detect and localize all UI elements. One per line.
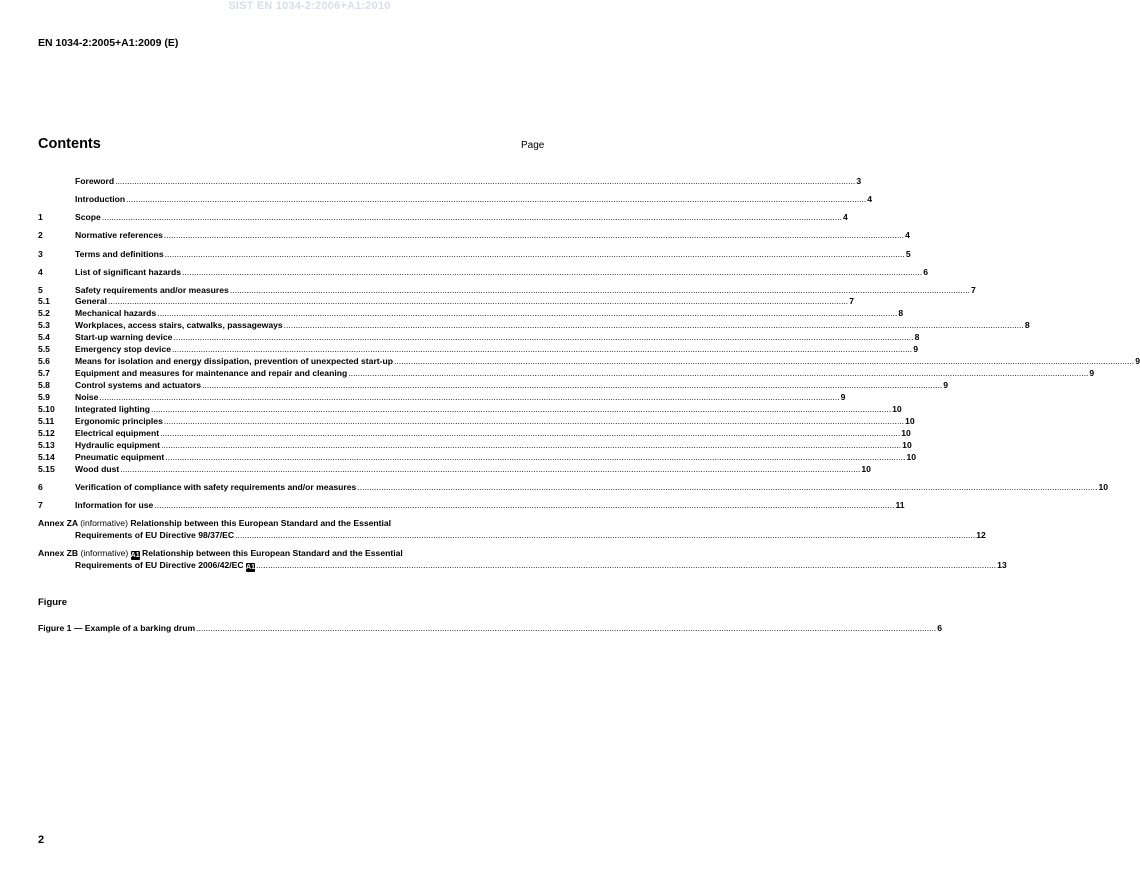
toc-entry-integrated-lighting[interactable] (38, 403, 902, 415)
toc-entry-page: 7 (970, 285, 976, 295)
dot-leader (202, 379, 942, 391)
toc-figure-1[interactable] (38, 622, 943, 634)
toc-entry-title: Terms and definitions (75, 249, 164, 259)
toc-entry-page: 4 (867, 194, 873, 204)
toc-entry-page: 13 (997, 560, 1007, 570)
toc-entry-page: 4 (842, 212, 848, 222)
toc-entry-page: 9 (913, 344, 918, 354)
dot-leader (99, 391, 839, 403)
toc-entry-noise[interactable] (38, 391, 846, 403)
toc-entry-page: 10 (906, 452, 917, 462)
toc-entry-title: Emergency stop device (75, 344, 172, 354)
toc-entry-number: 1 (38, 212, 43, 222)
dot-leader (108, 295, 848, 307)
toc-entry-title: Means for isolation and energy dissipation, prevention of unexpected start-up (75, 356, 394, 366)
annex-type: (informative) (80, 518, 128, 528)
toc-entry-hydraulic-equipment[interactable] (38, 439, 912, 451)
toc-entry-page: 8 (1024, 320, 1030, 330)
toc-entry-start-up-warning-device[interactable] (38, 331, 920, 343)
page-column-label: Page (521, 140, 545, 151)
annex-title-line1: Relationship between this European Standard and the Essential (142, 548, 403, 558)
toc-entry-number: 5.12 (38, 428, 55, 438)
toc-entry-scope[interactable] (38, 211, 848, 223)
toc-entry-page: 9 (1089, 368, 1095, 378)
toc-entry-title: Information for use (75, 500, 154, 510)
toc-entry-mechanical-hazards[interactable] (38, 307, 904, 319)
toc-entry-introduction[interactable] (38, 193, 873, 205)
contents-title: Contents (38, 136, 101, 152)
toc-entry-page: 10 (1098, 482, 1109, 492)
dot-leader (235, 529, 975, 541)
toc-entry-number: 4 (38, 267, 43, 277)
figure-page: 6 (937, 623, 943, 633)
annex-type: (informative) (80, 548, 129, 558)
dot-leader (164, 415, 904, 427)
toc-entry-page: 6 (923, 267, 928, 277)
dot-leader (165, 248, 905, 260)
toc-entry-number: 7 (38, 500, 43, 510)
toc-entry-title: Verification of compliance with safety requirements and/or measures (75, 482, 357, 492)
toc-entry-page: 9 (840, 392, 846, 402)
dot-leader (102, 211, 842, 223)
dot-leader (196, 622, 936, 634)
toc-entry-number: 2 (38, 230, 43, 240)
toc-entry-means-for-isolation[interactable] (38, 355, 1140, 367)
dot-leader (256, 559, 996, 571)
annex-title-line2 (38, 559, 255, 572)
toc-entry-number: 5.6 (38, 356, 50, 366)
toc-entry-title: List of significant hazards (75, 267, 182, 277)
toc-entry-number: 5.9 (38, 392, 50, 402)
toc-entry-page: 11 (895, 500, 905, 510)
figure-section-heading: Figure (38, 597, 68, 608)
amendment-start-marker-icon: A1 (130, 552, 140, 559)
dot-leader (115, 175, 855, 187)
toc-entry-title: Hydraulic equipment (75, 440, 160, 450)
dot-leader (394, 355, 1134, 367)
toc-entry-page: 5 (905, 249, 911, 259)
dot-leader (348, 367, 1088, 379)
toc-entry-page: 10 (901, 428, 911, 438)
toc-entry-number: 5.3 (38, 320, 50, 330)
toc-entry-title: Equipment and measures for maintenance and repair and cleaning (75, 368, 348, 378)
dot-leader (160, 427, 900, 439)
toc-entry-number: 5.11 (38, 416, 55, 426)
toc-entry-page: 4 (905, 230, 910, 240)
toc-entry-number: 5.14 (38, 452, 55, 462)
toc-entry-title: Scope (75, 212, 101, 222)
toc-entry-title: Integrated lighting (75, 404, 150, 414)
toc-entry-title: Workplaces, access stairs, catwalks, passageways (75, 320, 283, 330)
toc-entry-page: 3 (856, 176, 862, 186)
annex-label: Annex ZB (38, 548, 79, 558)
toc-entry-page: 7 (849, 296, 854, 306)
toc-entry-title: Wood dust (75, 464, 120, 474)
annex-title-line1: Relationship between this European Standard and the Essential (130, 518, 392, 528)
annex-title-line2: Requirements of EU Directive 98/37/EC (75, 530, 235, 540)
document-id: EN 1034-2:2005+A1:2009 (E) (38, 37, 179, 49)
figure-title: Figure 1 — Example of a barking drum (38, 623, 196, 633)
toc-entry-normative-references[interactable] (38, 229, 910, 241)
amendment-end-marker-icon: A1 (246, 564, 255, 571)
toc-entry-emergency-stop-device[interactable] (38, 343, 918, 355)
toc-annex-za-continuation[interactable] (38, 529, 986, 541)
toc-entry-title: Noise (75, 392, 99, 402)
dot-leader (126, 193, 866, 205)
annex-title-line2-text: Requirements of EU Directive 2006/42/EC (75, 560, 244, 570)
toc-entry-number: 5.13 (38, 440, 55, 450)
toc-entry-number: 5.7 (38, 368, 50, 378)
toc-entry-page: 9 (943, 380, 949, 390)
toc-entry-title: Foreword (75, 176, 115, 186)
page-number: 2 (38, 834, 45, 846)
dot-leader (357, 481, 1097, 493)
watermark: SIST EN 1034-2:2006+A1:2010 (228, 0, 391, 12)
toc-annex-za-heading[interactable] (38, 517, 391, 529)
toc-entry-title: Electrical equipment (75, 428, 160, 438)
toc-entry-page: 10 (902, 440, 912, 450)
toc-entry-wood-dust[interactable] (38, 463, 871, 475)
toc-entry-number: 3 (38, 249, 43, 259)
dot-leader (172, 343, 912, 355)
toc-entry-page: 9 (1135, 356, 1140, 366)
toc-entry-number: 5.4 (38, 332, 50, 342)
toc-entry-number: 5 (38, 285, 43, 295)
toc-entry-title: General (75, 296, 108, 306)
toc-entry-list-of-significant-hazards[interactable] (38, 266, 928, 278)
toc-entry-electrical-equipment[interactable] (38, 427, 911, 439)
toc-entry-foreword[interactable] (38, 175, 862, 187)
toc-entry-number: 5.1 (38, 296, 50, 306)
toc-entry-title: Pneumatic equipment (75, 452, 165, 462)
dot-leader (165, 451, 905, 463)
toc-entry-number: 5.10 (38, 404, 55, 414)
toc-entry-information-for-use[interactable] (38, 499, 905, 511)
toc-entry-number: 5.5 (38, 344, 50, 354)
dot-leader (164, 229, 904, 241)
toc-entry-title: Safety requirements and/or measures (75, 285, 229, 295)
toc-entry-title: Introduction (75, 194, 126, 204)
dot-leader (284, 319, 1024, 331)
toc-entry-verification-of-compliance[interactable] (38, 481, 1109, 493)
toc-entry-page: 12 (976, 530, 986, 540)
toc-entry-number: 5.15 (38, 464, 55, 474)
dot-leader (154, 499, 894, 511)
toc-entry-title: Normative references (75, 230, 163, 240)
toc-entry-title: Mechanical hazards (75, 308, 157, 318)
toc-entry-number: 5.8 (38, 380, 50, 390)
toc-entry-page: 10 (905, 416, 915, 426)
toc-entry-title: Control systems and actuators (75, 380, 202, 390)
toc-entry-page: 10 (861, 464, 871, 474)
dot-leader (182, 266, 922, 278)
toc-entry-workplaces[interactable] (38, 319, 1030, 331)
toc-entry-number: 6 (38, 482, 43, 492)
dot-leader (120, 463, 860, 475)
toc-annex-zb-continuation[interactable] (38, 559, 1007, 571)
toc-entry-general[interactable] (38, 295, 854, 307)
toc-entry-page: 10 (892, 404, 902, 414)
dot-leader (173, 331, 913, 343)
toc-entry-control-systems[interactable] (38, 379, 949, 391)
dot-leader (161, 439, 901, 451)
toc-entry-terms-and-definitions[interactable] (38, 248, 911, 260)
toc-entry-page: 8 (914, 332, 920, 342)
toc-entry-equipment-and-measures[interactable] (38, 367, 1095, 379)
dot-leader (151, 403, 891, 415)
dot-leader (157, 307, 897, 319)
toc-entry-page: 8 (898, 308, 904, 318)
toc-entry-pneumatic-equipment[interactable] (38, 451, 917, 463)
toc-entry-title: Ergonomic principles (75, 416, 163, 426)
toc-entry-number: 5.2 (38, 308, 50, 318)
toc-entry-title: Start-up warning device (75, 332, 173, 342)
toc-entry-ergonomic-principles[interactable] (38, 415, 915, 427)
annex-label: Annex ZA (38, 518, 78, 528)
